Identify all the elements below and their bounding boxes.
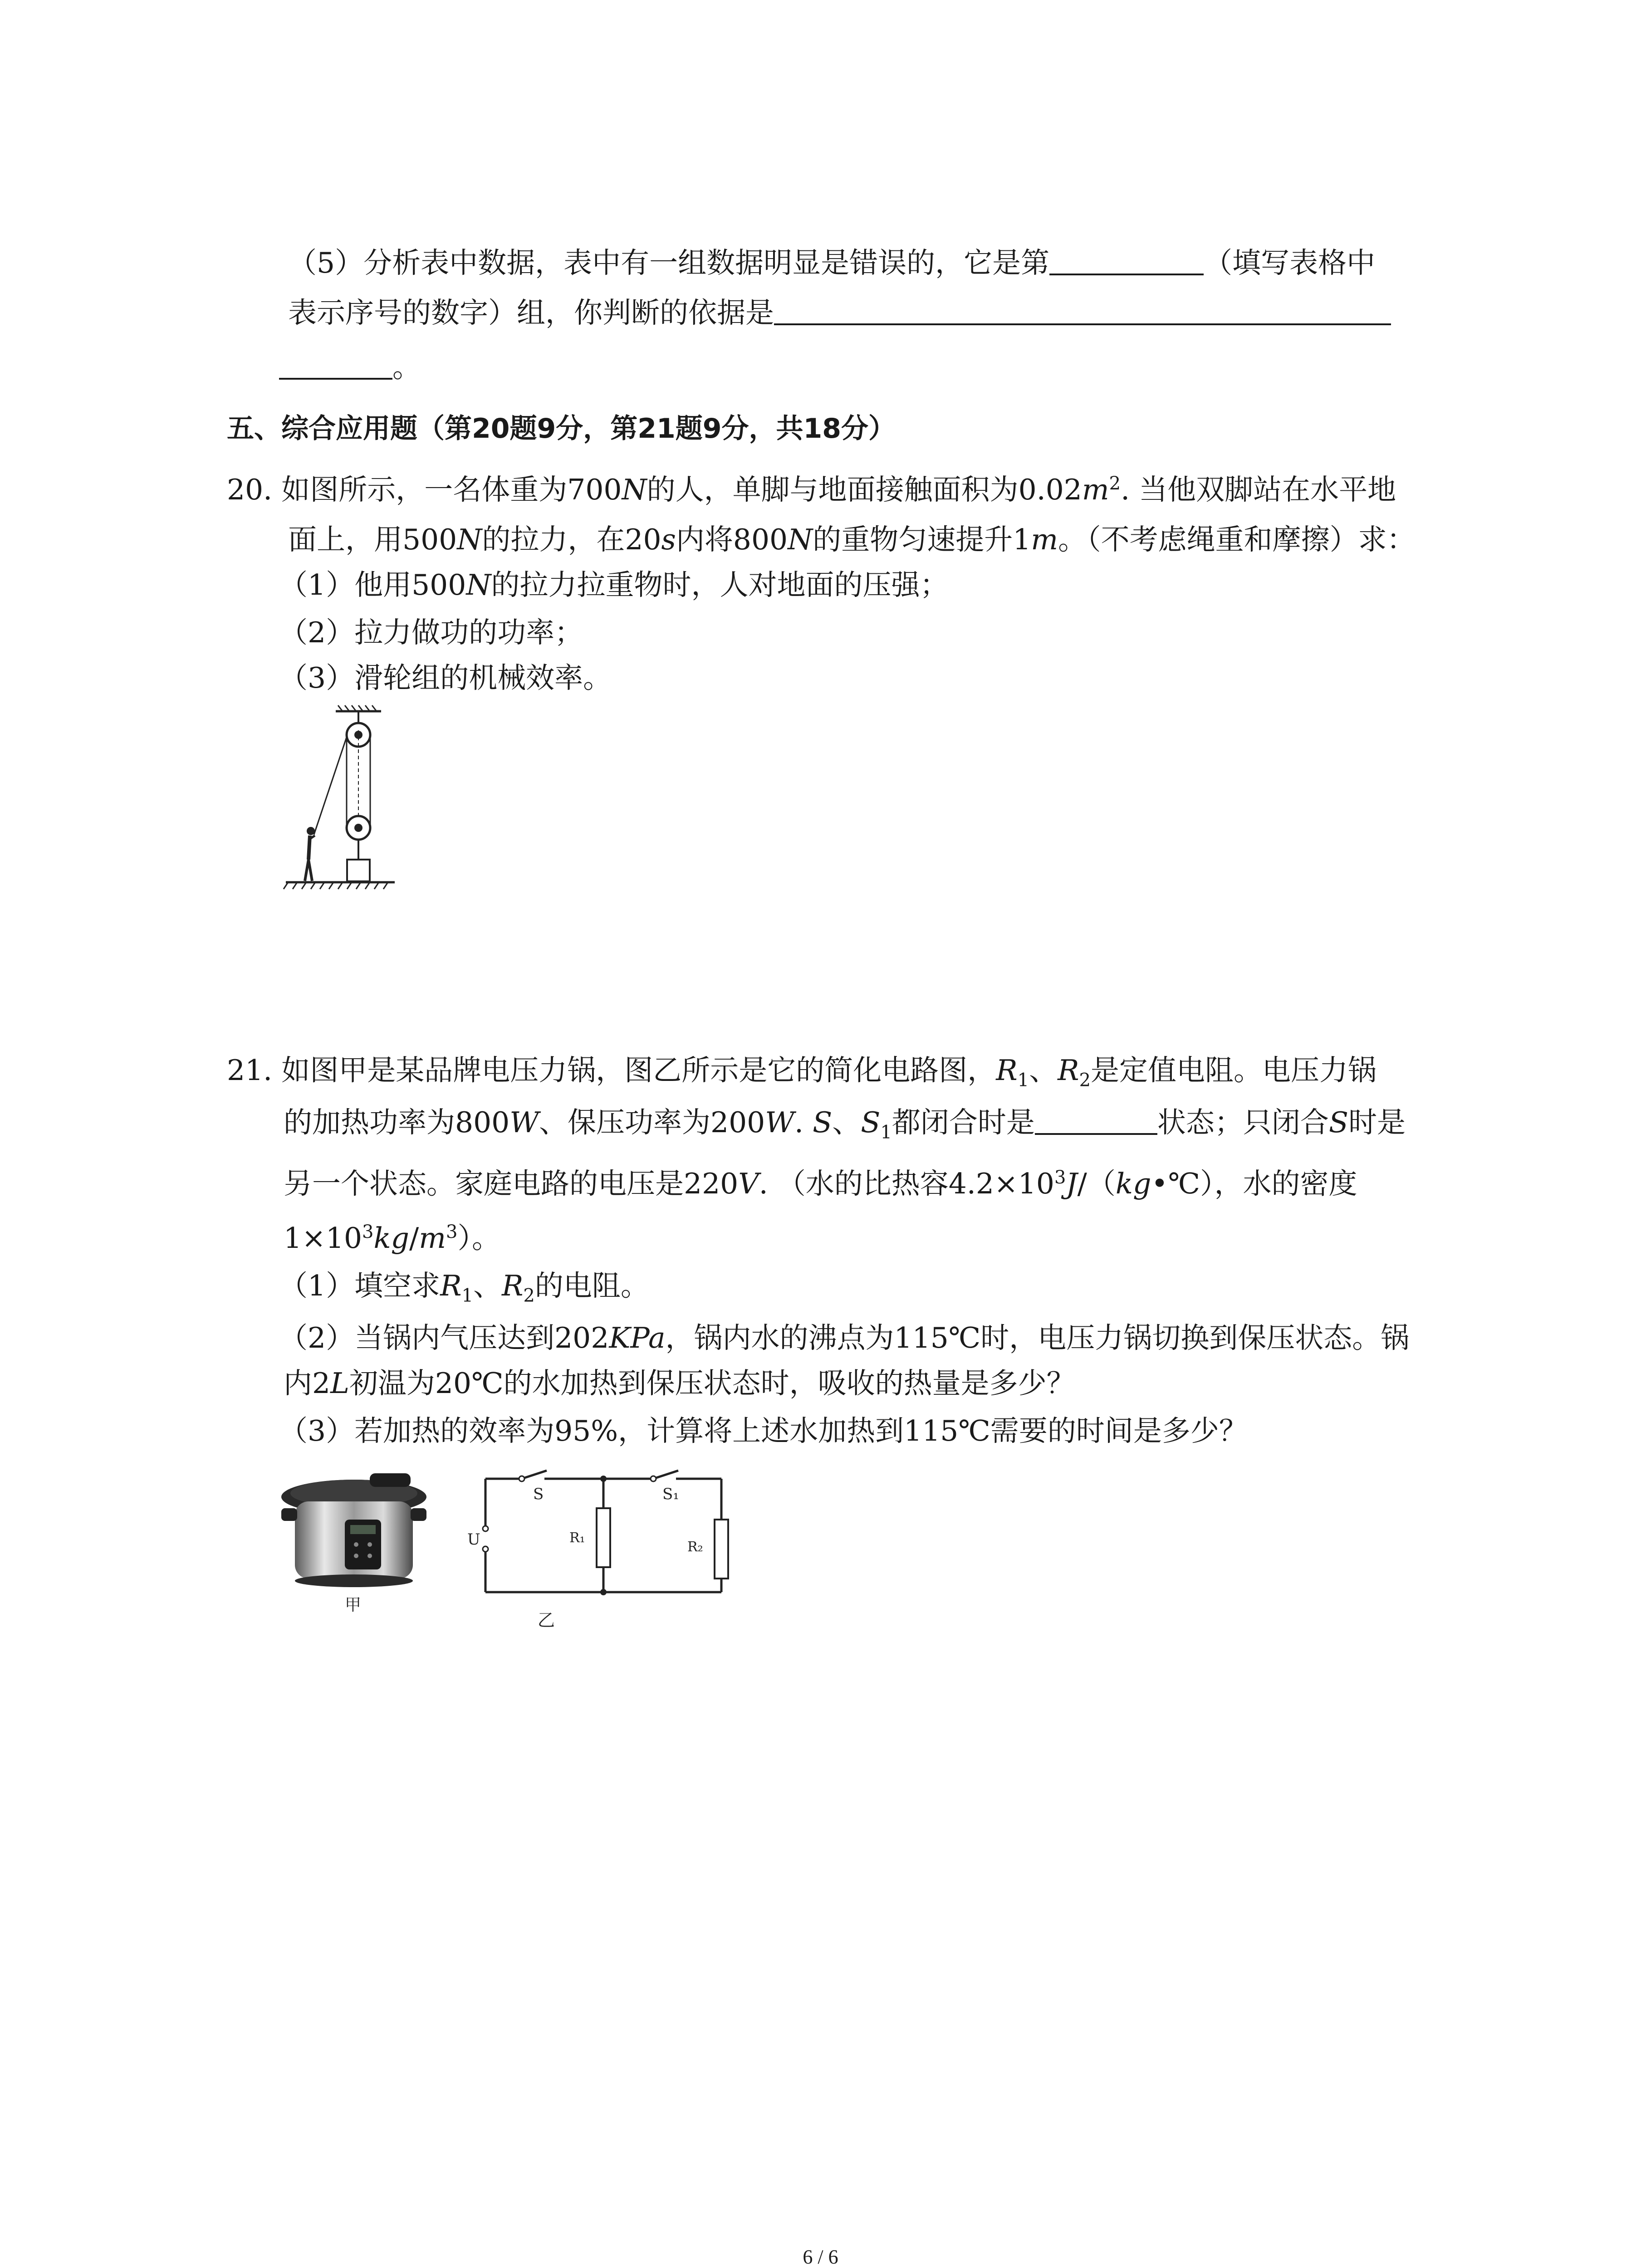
question-number: 21. [227, 1054, 273, 1087]
switch-s-label: S [533, 1485, 544, 1503]
q21-sub2-line2: 内2L初温为20℃的水加热到保压状态时，吸收的热量是多少？ [284, 1367, 1075, 1400]
q19-text: （5）分析表中数据，表中有一组数据明显是错误的，它是第 [288, 246, 1050, 279]
fig-label-jia: 甲 [345, 1596, 362, 1614]
q21-sub3: （3）若加热的效率为95%，计算将上述水加热到115℃需要的时间是多少？ [279, 1414, 1248, 1447]
answer-blank[interactable] [279, 350, 392, 380]
q21-line1: 21. 如图甲是某品牌电压力锅，图乙所示是它的简化电路图，$R_1$、$R_2$是定值电阻。电压力锅 [227, 1054, 1377, 1091]
resistor-r2-label: R₂ [687, 1539, 703, 1555]
q19-text: （填写表格中 [1204, 246, 1376, 279]
q19-sub5-line1 [288, 245, 1375, 281]
voltage-u-label: U [467, 1530, 480, 1549]
q20-sub3: （3）滑轮组的机械效率。 [279, 661, 612, 694]
answer-blank[interactable] [1049, 245, 1204, 275]
pressure-cooker-figure [277, 1465, 436, 1615]
answer-blank[interactable] [1035, 1105, 1157, 1135]
q21-sub1: （1）填空求$R_1$、$R_2$的电阻。 [279, 1269, 649, 1306]
q21-line3: 另一个状态。家庭电路的电压是220V. （水的比热容$4.2\times 10^3J/(kg•℃)$，水的密度 [284, 1167, 1357, 1200]
answer-blank[interactable] [774, 295, 1391, 325]
q20-line1: 20. 如图所示，一名体重为700N的人，单脚与地面接触面积为$0.02m^2$. 当他双脚站在水平地 [227, 473, 1396, 506]
period: 。 [392, 351, 421, 384]
page-number: 6 / 6 [803, 2246, 838, 2268]
q20-line2: 面上，用500N的拉力，在20s内将800N的重物匀速提升1m。（不考虑绳重和摩擦）求： [288, 523, 1416, 556]
q19-text: 表示序号的数字）组，你判断的依据是 [288, 296, 774, 329]
q21-sub2-line1: （2）当锅内气压达到202KPa，锅内水的沸点为115℃时，电压力锅切换到保压状态。锅 [279, 1321, 1410, 1354]
q19-sub5-line2 [288, 295, 1391, 331]
resistor-r1-label: R₁ [569, 1530, 585, 1546]
q21-line2: 的加热功率为800W、保压功率为200W. S、$S_1$都闭合时是 状态；只闭合S时是 [284, 1106, 1406, 1143]
circuit-diagram-figure [458, 1465, 744, 1633]
q20-sub1: （1）他用500N的拉力拉重物时，人对地面的压强； [279, 568, 949, 601]
fig-label-yi: 乙 [538, 1610, 555, 1630]
q21-line4: $1\times 10^3kg/m^3$）。 [284, 1222, 500, 1255]
question-number: 20. [227, 473, 273, 506]
q20-sub2: （2）拉力做功的功率； [279, 616, 583, 649]
q19-sub5-line3 [279, 349, 421, 386]
switch-s1-label: S₁ [662, 1485, 679, 1503]
section-heading: 五、综合应用题（第20题9分，第21题9分，共18分） [227, 413, 896, 445]
pulley-system-figure [277, 703, 404, 894]
